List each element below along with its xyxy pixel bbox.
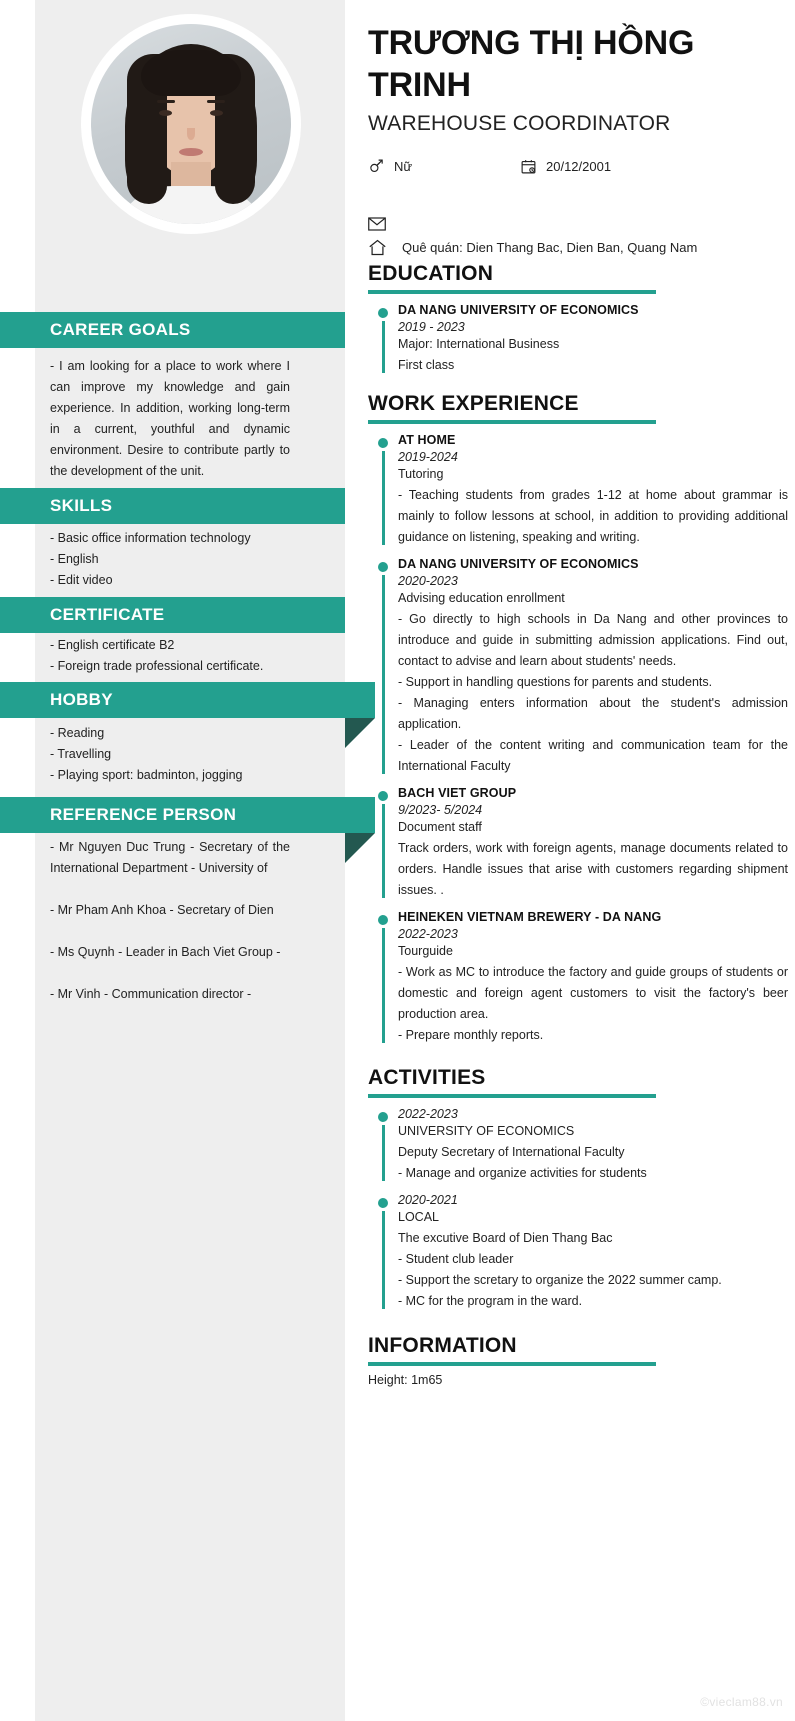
list-item: - English certificate B2 [50, 638, 175, 652]
career-goals-text: - I am looking for a place to work where I can improve my knowledge and gain experience. In addition, working long-term in a current, youthful and dynamic environment. Desire to contribute partly to the development of the unit. [50, 359, 290, 478]
entry-line: Deputy Secretary of International Faculty [398, 1145, 625, 1159]
section-rule [368, 1094, 656, 1098]
entry-line: - MC for the program in the ward. [398, 1294, 583, 1308]
entry-line: - Go directly to high schools in Da Nang and other provinces to introduce and guide in submitting admission applications. Find out, contact to advise and learn about students' needs. [398, 612, 788, 668]
list-item: - Reading [50, 726, 105, 740]
career-goals-body [50, 356, 290, 482]
list-item: - Foreign trade professional certificate. [50, 659, 264, 673]
entry-date: 2022-2023 [398, 1107, 458, 1121]
sidebar-heading-reference-person [0, 797, 375, 833]
entry-line: LOCAL [398, 1210, 439, 1224]
home-icon [368, 239, 402, 256]
hometown-value: Quê quán: Dien Thang Bac, Dien Ban, Quang Nam [402, 240, 698, 255]
hobby-body [50, 723, 310, 786]
entry-line: UNIVERSITY OF ECONOMICS [398, 1124, 575, 1138]
list-item: - Mr Pham Anh Khoa - Secretary of Dien [50, 903, 274, 917]
list-item: - Mr Nguyen Duc Trung - Secretary of the International Department - University of [50, 840, 290, 875]
envelope-icon [368, 217, 402, 231]
list-item: - English [50, 552, 99, 566]
sidebar-heading-career-goals [0, 312, 345, 348]
entry-date: 2020-2021 [398, 1193, 458, 1207]
calendar-icon [520, 158, 546, 175]
entry-line: - Support in handling questions for parents and students. [398, 675, 713, 689]
section-title-information: INFORMATION [368, 1334, 517, 1357]
list-item: - Edit video [50, 573, 113, 587]
entry-org: BACH VIET GROUP [398, 786, 517, 800]
main-column [368, 0, 788, 1387]
entry-line: Document staff [398, 820, 482, 834]
email-field [368, 217, 788, 231]
activity-entry [368, 1193, 788, 1312]
entry-line: - Prepare monthly reports. [398, 1028, 544, 1042]
page-title: TRƯƠNG THỊ HỒNG TRINH [368, 24, 695, 104]
certificate-label: CERTIFICATE [50, 605, 165, 624]
work-entry [368, 557, 788, 777]
work-entry [368, 910, 788, 1046]
section-rule [368, 420, 656, 424]
meta-row [368, 158, 788, 175]
entry-line: The excutive Board of Dien Thang Bac [398, 1231, 613, 1245]
entry-line: Major: International Business [398, 337, 560, 351]
list-item: - Travelling [50, 747, 112, 761]
entry-date: 2022-2023 [398, 927, 458, 941]
entry-line: - Student club leader [398, 1252, 514, 1266]
gender-field [368, 158, 520, 175]
avatar-photo [91, 24, 291, 224]
list-item: - Basic office information technology [50, 531, 251, 545]
watermark: ©vieclam88.vn [700, 1695, 783, 1709]
entry-date: 2019-2024 [398, 450, 458, 464]
hobby-label: HOBBY [50, 690, 113, 709]
entry-line: - Teaching students from grades 1-12 at home about grammar is mainly to follow lessons at school, in addition to providing additional guidance on listening, speaking and writing. [398, 488, 788, 544]
work-entry [368, 433, 788, 548]
birthdate-field [520, 158, 611, 175]
career-goals-label: CAREER GOALS [50, 320, 191, 339]
reference-body [50, 837, 290, 1005]
list-item: - Mr Vinh - Communication director - [50, 987, 252, 1001]
entry-org: HEINEKEN VIETNAM BREWERY - DA NANG [398, 910, 662, 924]
entry-line: Tourguide [398, 944, 453, 958]
skills-body [50, 528, 300, 591]
sidebar-heading-certificate [0, 597, 345, 633]
sidebar-heading-hobby [0, 682, 375, 718]
hometown-field [368, 239, 788, 256]
section-title-work-experience: WORK EXPERIENCE [368, 392, 579, 415]
entry-line: Tutoring [398, 467, 444, 481]
avatar [85, 18, 297, 230]
section-title-education: EDUCATION [368, 262, 494, 285]
entry-org: DA NANG UNIVERSITY OF ECONOMICS [398, 303, 639, 317]
entry-date: 9/2023- 5/2024 [398, 803, 483, 817]
sidebar-heading-skills [0, 488, 345, 524]
entry-line: Advising education enrollment [398, 591, 565, 605]
entry-date: 2020-2023 [398, 574, 458, 588]
section-rule [368, 1362, 656, 1366]
reference-person-label: REFERENCE PERSON [50, 805, 237, 824]
entry-line: - Leader of the content writing and communication team for the International Faculty [398, 738, 788, 773]
entry-line: - Work as MC to introduce the factory and guide groups of students or domestic and foreign agent customers to visit the factory's beer production area. [398, 965, 788, 1021]
gender-icon [368, 158, 394, 175]
information-line: Height: 1m65 [368, 1373, 443, 1387]
gender-value: Nữ [394, 159, 413, 174]
job-role: WAREHOUSE COORDINATOR [368, 112, 671, 135]
section-title-activities: ACTIVITIES [368, 1066, 486, 1089]
entry-line: Track orders, work with foreign agents, manage documents related to orders. Handle issues that arise with customers regarding shipment issues. . [398, 841, 788, 897]
entry-org: AT HOME [398, 433, 456, 447]
entry-line: - Manage and organize activities for students [398, 1166, 647, 1180]
activity-entry [368, 1107, 788, 1184]
birthdate-value: 20/12/2001 [546, 159, 612, 174]
certificate-body [50, 635, 300, 677]
entry-line: First class [398, 358, 455, 372]
entry-line: - Managing enters information about the student's admission application. [398, 696, 788, 731]
education-entry [368, 303, 788, 376]
list-item: - Playing sport: badminton, jogging [50, 768, 243, 782]
section-rule [368, 290, 656, 294]
entry-date: 2019 - 2023 [398, 320, 465, 334]
entry-org: DA NANG UNIVERSITY OF ECONOMICS [398, 557, 639, 571]
skills-label: SKILLS [50, 496, 113, 515]
work-entry [368, 786, 788, 901]
entry-line: - Support the scretary to organize the 2022 summer camp. [398, 1273, 722, 1287]
list-item: - Ms Quynh - Leader in Bach Viet Group - [50, 945, 281, 959]
